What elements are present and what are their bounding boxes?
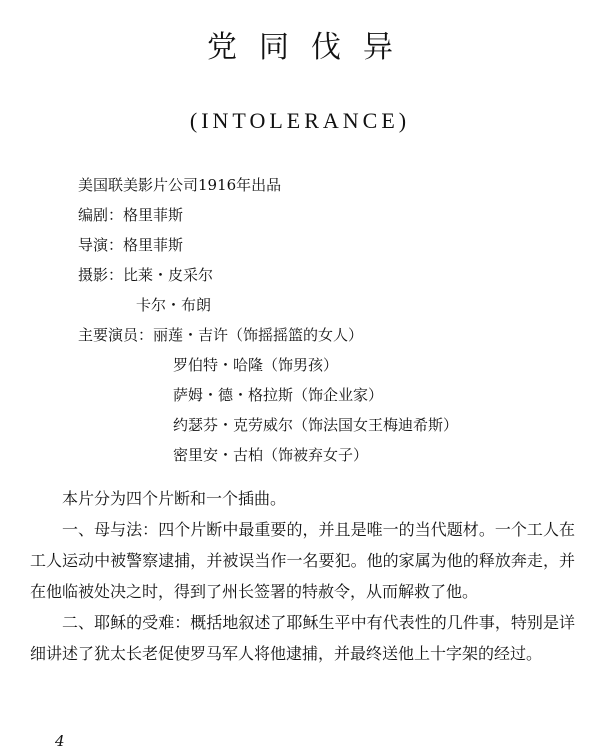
cast-credit: 主要演员：丽莲・吉许（饰摇摇篮的女人） [78,326,364,344]
photography-credit-2: 卡尔・布朗 [136,296,212,314]
synopsis [30,483,575,669]
photography-credit: 摄影：比莱・皮采尔 [78,266,214,284]
screenwriter-credit: 编剧：格里菲斯 [78,206,184,224]
credits-block [78,170,458,470]
cast-member: 萨姆・德・格拉斯（饰企业家） [173,386,384,404]
page-number: 4 [55,732,65,750]
production-credit: 美国联美影片公司1916年出品 [78,176,282,194]
cast-member: 约瑟芬・克劳威尔（饰法国女王梅迪希斯） [173,416,459,434]
director-credit: 导演：格里菲斯 [78,236,184,254]
synopsis-part-1: 一、母与法：四个片断中最重要的，并且是唯一的当代题材。一个工人在工人运动中被警察逮捕，并被误当作一名要犯。他的家属为他的释放奔走，并在他临被处决之时，得到了州长签署的特赦令，从而解救了他。 [30,520,575,601]
synopsis-intro: 本片分为四个片断和一个插曲。 [62,489,287,508]
page-title: 党同伐异 [207,30,415,65]
cast-member: 密里安・古柏（饰被弃女子） [173,446,369,464]
synopsis-part-2: 二、耶稣的受难：概括地叙述了耶稣生平中有代表性的几件事，特别是详细讲述了犹太长老促使罗马军人将他逮捕，并最终送他上十字架的经过。 [30,613,575,663]
english-title: (INTOLERANCE) [189,108,411,133]
cast-member: 罗伯特・哈隆（饰男孩） [173,356,339,374]
